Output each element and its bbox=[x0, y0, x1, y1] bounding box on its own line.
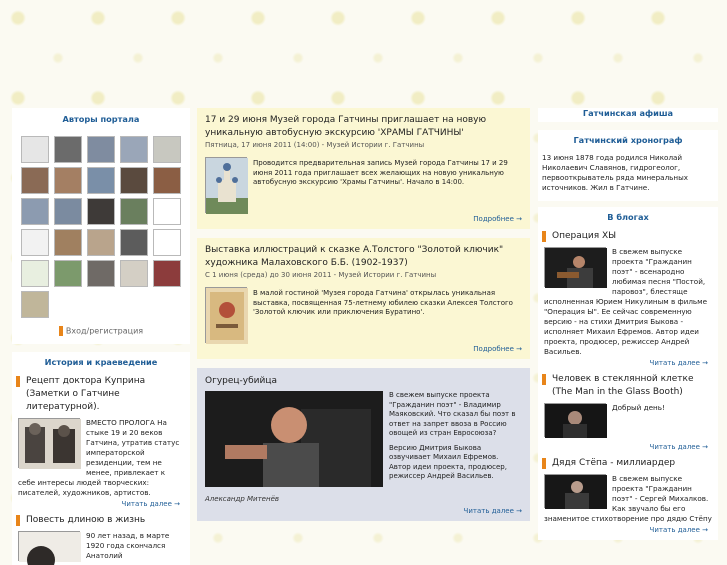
kuprin-photo[interactable] bbox=[18, 418, 80, 468]
author-thumb[interactable] bbox=[54, 260, 82, 287]
church-photo[interactable] bbox=[205, 157, 247, 213]
login-marker bbox=[59, 326, 63, 336]
item-marker bbox=[542, 374, 546, 385]
history-item-body: ВМЕСТО ПРОЛОГА На стыке 19 и 20 веков Гатчина, утратив статус императорской резиденции, тем не менее, привлекает к себе интересы людей творческих: писателей, художников, артистов. bbox=[18, 418, 180, 497]
author-thumb[interactable] bbox=[87, 229, 115, 256]
author-thumb[interactable] bbox=[87, 136, 115, 163]
event-title[interactable]: Выставка иллюстраций к сказке А.Толстого "Золотой ключик" художника Малаховского Б.Б. (1902-1937) bbox=[205, 245, 504, 268]
authors-heading[interactable]: Авторы портала bbox=[22, 114, 180, 128]
author-thumb[interactable] bbox=[120, 229, 148, 256]
chrono-heading[interactable]: Гатчинский хронограф bbox=[538, 130, 718, 149]
book-illustration[interactable] bbox=[205, 287, 247, 343]
author-thumb[interactable] bbox=[153, 198, 181, 225]
event-more-link[interactable]: Подробнее → bbox=[473, 215, 522, 223]
author-thumb[interactable] bbox=[21, 229, 49, 256]
author-thumb[interactable] bbox=[54, 229, 82, 256]
history-item-title[interactable] bbox=[12, 371, 190, 414]
featured-text bbox=[389, 391, 522, 487]
authors-grid bbox=[22, 136, 180, 318]
right-column bbox=[538, 108, 718, 540]
history-item-body: 90 лет назад, в марте 1920 года скончался Анатолий bbox=[86, 531, 170, 560]
history-heading[interactable]: История и краеведение bbox=[12, 352, 190, 371]
author-thumb[interactable] bbox=[54, 198, 82, 225]
blog-read-more[interactable]: Читать далее → bbox=[649, 359, 708, 367]
blog-title[interactable] bbox=[538, 453, 718, 470]
author-thumb[interactable] bbox=[153, 229, 181, 256]
blogs-section bbox=[538, 207, 718, 540]
featured-card bbox=[197, 368, 530, 521]
history-item-title-text[interactable]: Рецепт доктора Куприна (Заметки о Гатчине литературной). bbox=[26, 376, 146, 412]
event-more-link[interactable]: Подробнее → bbox=[473, 345, 522, 353]
author-thumb[interactable] bbox=[120, 198, 148, 225]
featured-read-more[interactable]: Читать далее → bbox=[463, 507, 522, 515]
featured-title[interactable]: Огурец-убийца bbox=[205, 376, 277, 386]
event-card bbox=[197, 108, 530, 229]
author-thumb[interactable] bbox=[21, 198, 49, 225]
history-item-title[interactable] bbox=[12, 510, 190, 527]
portrait-photo[interactable] bbox=[18, 531, 80, 561]
event-text: В малой гостиной 'Музея города Гатчина' открылась уникальная выставка, посвященная 75-летнему юбилею сказки Алексея Толстого 'Золотой ключик или приключения Буратино'. bbox=[253, 289, 513, 316]
blog-photo[interactable] bbox=[544, 403, 606, 437]
blog-text bbox=[538, 399, 718, 413]
item-marker bbox=[16, 376, 20, 387]
event-date: Пятница, 17 июня 2011 (14:00) - Музей Истории г. Гатчины bbox=[205, 141, 425, 149]
event-date: С 1 июня (среда) до 30 июня 2011 - Музей Истории г. Гатчины bbox=[205, 271, 437, 279]
history-read-more[interactable]: Читать далее → bbox=[121, 500, 180, 508]
blog-body: В свежем выпуске проекта "Гражданин поэт" - всенародно любимая песня "Постой, паровоз", блестяще исполненная Юрием Никулиным в фильме "Операция Ы". Ее сейчас современную версию - на стихи Дмитрия Быкова - исполняет Михаил Ефремов. Автор идеи проекта, продюсер, режиссер Андрей Васильев. bbox=[544, 247, 707, 356]
author-thumb[interactable] bbox=[153, 260, 181, 287]
authors-block bbox=[12, 108, 190, 344]
blog-read-more[interactable]: Читать далее → bbox=[649, 443, 708, 451]
middle-column bbox=[197, 108, 530, 530]
author-thumb[interactable] bbox=[120, 136, 148, 163]
featured-photo[interactable] bbox=[205, 391, 383, 487]
chrono-text: 13 июня 1878 года родился Николай Николаевич Славянов, гидрогеолог, первооткрыватель ряда минеральных источников. Жил в Гатчине. bbox=[542, 153, 689, 192]
author-thumb[interactable] bbox=[21, 260, 49, 287]
author-thumb[interactable] bbox=[87, 260, 115, 287]
history-item-text bbox=[12, 414, 190, 498]
item-marker bbox=[542, 231, 546, 242]
author-thumb[interactable] bbox=[153, 136, 181, 163]
author-thumb[interactable] bbox=[87, 198, 115, 225]
blog-text bbox=[538, 243, 718, 357]
blog-read-more[interactable]: Читать далее → bbox=[649, 526, 708, 534]
blog-photo[interactable] bbox=[544, 474, 606, 508]
blog-body: В свежем выпуске проекта "Гражданин поэт" - Сергей Михалков. Как звучало бы его знаменитое стихотворение про дядю Стёпу bbox=[544, 474, 712, 523]
author-thumb[interactable] bbox=[21, 291, 49, 318]
author-thumb[interactable] bbox=[120, 260, 148, 287]
login-label[interactable]: Вход/регистрация bbox=[65, 326, 144, 336]
event-text: Проводится предварительная запись Музей города Гатчины 17 и 29 июня 2011 года приглашает всех желающих на новую уникальную автобусную экскурсию 'Храмы Гатчины'. Начало в 14:00. bbox=[253, 159, 508, 186]
author-thumb[interactable] bbox=[120, 167, 148, 194]
blog-title-text[interactable]: Дядя Стёпа - миллиардер bbox=[552, 458, 676, 468]
login-link[interactable] bbox=[22, 326, 180, 336]
history-item-title-text[interactable]: Повесть длиною в жизнь bbox=[26, 515, 146, 525]
blog-title-text[interactable]: Человек в стеклянной клетке (The Man in the Glass Booth) bbox=[552, 374, 694, 397]
blogs-heading[interactable]: В блогах bbox=[538, 207, 718, 226]
blog-text bbox=[538, 470, 718, 524]
item-marker bbox=[16, 515, 20, 526]
blog-title[interactable] bbox=[538, 226, 718, 243]
author-thumb[interactable] bbox=[21, 136, 49, 163]
item-marker bbox=[542, 458, 546, 469]
featured-text-paragraph: Версию Дмитрия Быкова озвучивает Михаил Ефремов. Автор идеи проекта, продюсер, режиссер Андрей Васильев. bbox=[389, 443, 507, 480]
author-thumb[interactable] bbox=[153, 167, 181, 194]
blog-title-text[interactable]: Операция ХЫ bbox=[552, 231, 617, 241]
chrono-section bbox=[538, 130, 718, 201]
event-card bbox=[197, 238, 530, 359]
event-title[interactable]: 17 и 29 июня Музей города Гатчины приглашает на новую уникальную автобусную экскурсию 'ХРАМЫ ГАТЧИНЫ' bbox=[205, 115, 487, 138]
left-column bbox=[12, 108, 190, 565]
blog-body: Добрый день! bbox=[612, 403, 665, 412]
author-thumb[interactable] bbox=[87, 167, 115, 194]
featured-text-paragraph: В свежем выпуске проекта "Гражданин поэт" - Владимир Маяковский. Что сказал бы поэт в ответ на запрет ввоза в Россию овощей из стран Евросоюза? bbox=[389, 391, 516, 437]
author-thumb[interactable] bbox=[54, 136, 82, 163]
blog-title[interactable] bbox=[538, 369, 718, 399]
history-item-text bbox=[12, 527, 190, 561]
author-thumb[interactable] bbox=[21, 167, 49, 194]
blog-photo[interactable] bbox=[544, 247, 606, 287]
afisha-heading[interactable]: Гатчинская афиша bbox=[538, 108, 718, 122]
author-thumb[interactable] bbox=[54, 167, 82, 194]
history-section bbox=[12, 352, 190, 565]
featured-author[interactable]: Александр Митенёв bbox=[205, 495, 280, 503]
